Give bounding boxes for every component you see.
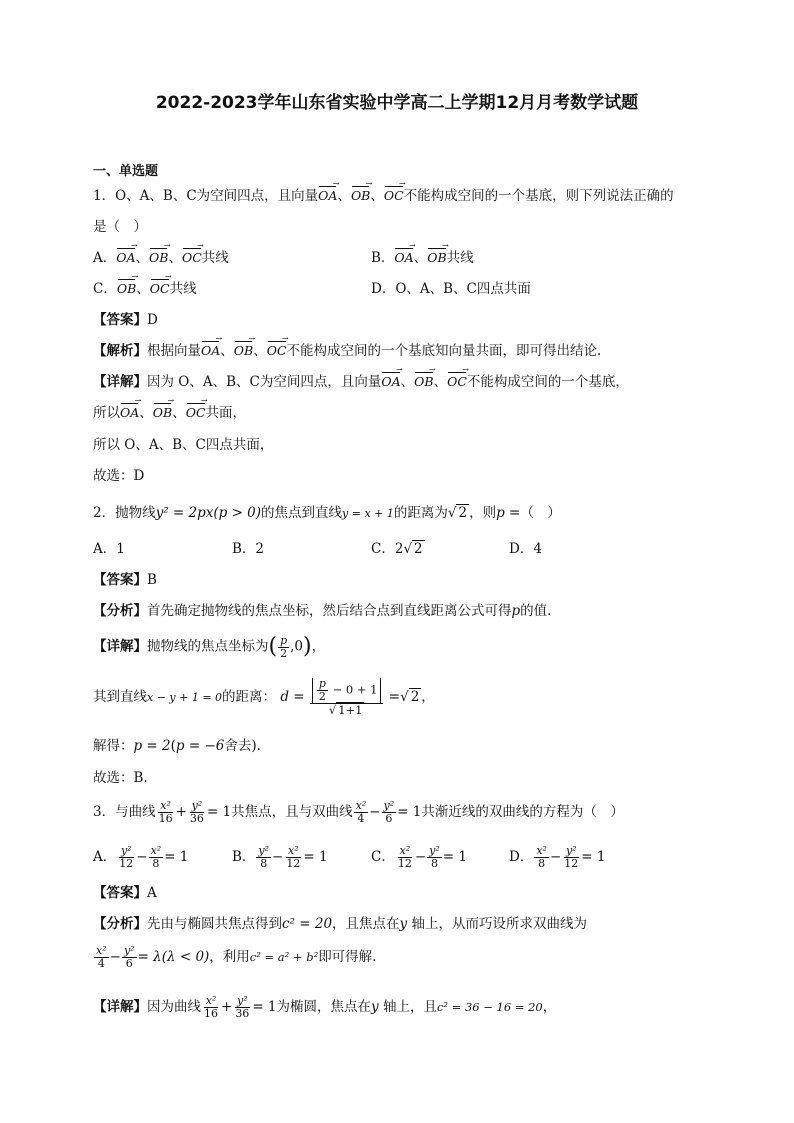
q2-option-c: C．2√ 2: [371, 541, 423, 557]
q3-option-c: C． $\frac{\text{x²}}{12}$ − $\frac{\text{y²}}{8}$ = 1: [371, 844, 467, 871]
q1-option-d: D．O、A、B、C四点共面: [371, 281, 531, 297]
q1-answer: 【答案】D: [93, 312, 158, 328]
q1-detail-line3: 所以 O、A、B、C四点共面，: [93, 437, 274, 453]
q2-analysis: 【分析】首先确定抛物线的焦点坐标，然后结合点到直线距离公式可得p的值.: [93, 603, 552, 619]
q1-stem-line2: 是（ ）: [93, 219, 147, 235]
q2-stem: 2．抛物线y² = 2px(p > 0)的焦点到直线y = x + 1的距离为√ 2 ，则p =（ ）: [93, 505, 561, 521]
q1-option-a: A．OA →、OB →、OC →共线: [93, 250, 229, 266]
q2-option-a: A．1: [93, 541, 125, 557]
q2-option-d: D．4: [509, 541, 542, 557]
q3-analysis: 【分析】先由与椭圆共焦点得到c² = 20，且焦点在y 轴上，从而巧设所求双曲线为: [93, 916, 587, 932]
q2-answer: 【答案】B: [93, 572, 157, 588]
q2-solve: 解得：p = 2(p = −6舍去).: [93, 738, 261, 754]
q3-option-a: A． $\frac{\text{y²}}{12}$ − $\frac{\text{x²}}{8}$ = 1: [93, 844, 189, 871]
q3-stem: 3．与曲线 $\frac{\text{x²}}{16}$ + $\frac{\text{y²}}{36}$ = 1共焦点，且与双曲线 $\frac{\text{x²}}{4}$ − $\frac{\text{y²}}{6}$ = 1共渐近线的双曲线的方程为（ ）: [93, 799, 624, 826]
page-title: 2022-2023学年山东省实验中学高二上学期12月月考数学试题: [155, 93, 639, 113]
q1-analysis: 【解析】根据向量OA →、OB →、OC →不能构成空间的一个基底知向量共面，即可得出结论.: [93, 343, 601, 359]
q3-answer: 【答案】A: [93, 885, 157, 901]
q2-detail: 【详解】抛物线的焦点坐标为( $\frac{p}{2}$ ,0)，: [93, 633, 326, 660]
q3-option-b: B． $\frac{\text{y²}}{8}$ − $\frac{\text{x²}}{12}$ = 1: [232, 844, 328, 871]
q3-detail: 【详解】因为曲线 $\frac{\text{x²}}{16}$ + $\frac{\text{y²}}{36}$ = 1为椭圆，焦点在y 轴上，且c² = 36 − 16 = 20，: [93, 994, 557, 1021]
q2-option-b: B．2: [232, 541, 265, 557]
q1-stem-line1: 1．O、A、B、C为空间四点，且向量OA →、OB →、OC →不能构成空间的一个基底，则下列说法正确的: [93, 188, 674, 204]
section-heading: 一、单选题: [93, 164, 159, 179]
q3-analysis-line2: $\frac{\text{x²}}{4}$ − $\frac{\text{y²}}{6}$ = λ(λ < 0)，利用c² = a² + b²即可得解.: [96, 944, 377, 971]
q1-detail-line2: 所以OA →、OB →、OC →共面，: [93, 405, 246, 421]
q3-option-d: D． $\frac{\text{x²}}{8}$ − $\frac{\text{y²}}{12}$ = 1: [509, 844, 606, 871]
q2-distance: 其到直线x − y + 1 = 0的距离： d = $\frac{p}{2}$ − 0 + 1 √ 1+1 =√ 2 ，: [93, 677, 435, 718]
q1-choice: 故选：D: [93, 468, 145, 484]
q1-detail: 【详解】因为 O、A、B、C为空间四点，且向量OA →、OB →、OC →不能构成空间的一个基底，: [93, 374, 629, 390]
q1-option-c: C．OB →、OC →共线: [93, 281, 197, 297]
q2-choice: 故选：B.: [93, 770, 148, 786]
q1-option-b: B．OA →、OB →共线: [371, 250, 474, 266]
